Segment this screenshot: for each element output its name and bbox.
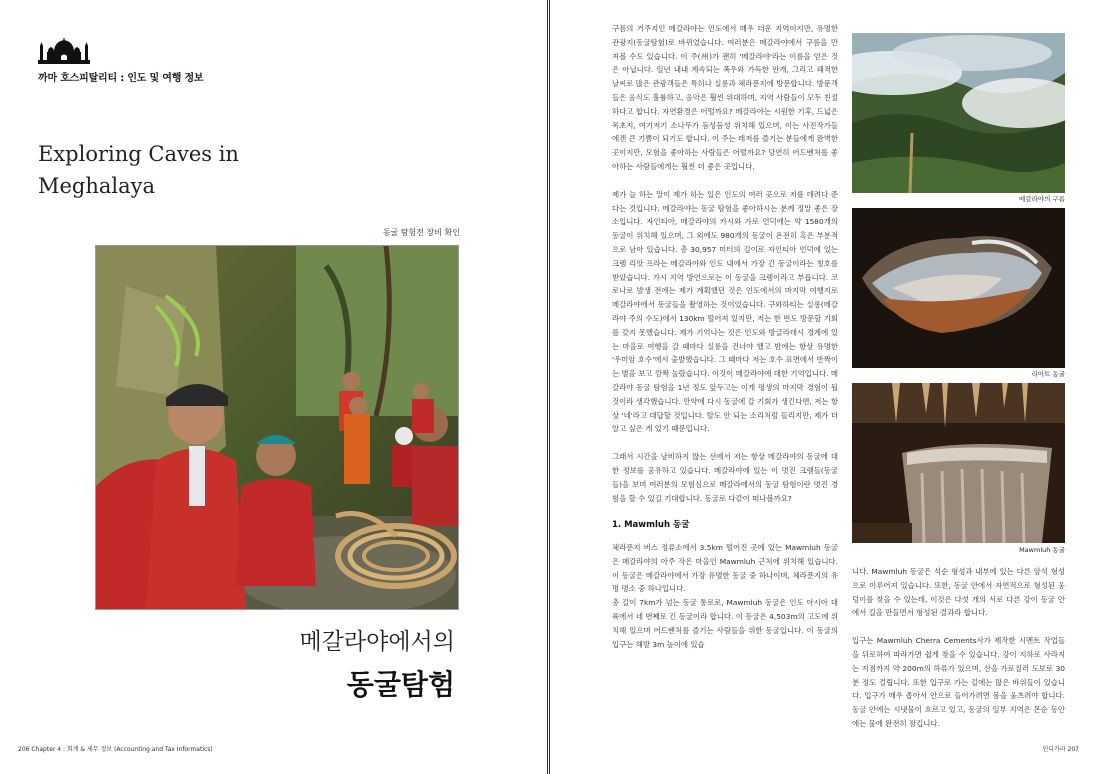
hero-photo-cave-explorers — [95, 245, 459, 610]
paragraph-share-info: 그래서 시간을 낭비하지 않는 선에서 저는 항상 메갈라야의 동굴에 대한 정보를 공유하고 있습니다. 메갈라야에 있는 이 멋진 크렘들(동굴들)을 보며 여러분의 모험심으로 메갈라에서의 동굴 탐험이란 멋진 경험을 할 수 있길 기대합니다. 동굴로 다같이 떠나볼까요? — [612, 452, 838, 503]
paragraph-caves-count: 제가 늘 하는 말이 제가 하는 일은 인도의 여러 곳으로 저를 데려다 준다는 것입니다. 메갈라야는 동굴 탐험을 좋아하시는 분께 정말 좋은 장소입니다. 자인티아, 메갈라야의 카시와 가로 언덕에는 약 1580개의 동굴이 위치해 있으며, 그 외에도 980개의 동굴이 온전히 혹은 부분적으로 남아 있습니다. 총 30,957 미터의 길이로 자인티아 언덕에 있는 크렘 리앗 프라는 메갈라야와 인도 내에서 가장 긴 동굴이라는 칭호를 받았습니다. 가시 지역 방언으로는 이 동굴을 크렘이라고 부릅니다. 코로나로 발생 전에는 제가 계획했던 것은 인도에서의 마지막 여행지로 메갈라야에서 동굴들을 촬영하는 것이었습니다. 구와하티는 실롱(메갈라야 주의 수도)에서 130km 떨어져 있지만, 저는 한 번도 방문할 기회를 갖지 못했습니다. 제가 기억나는 것은 인도와 방글라데시 경계에 있는 마을로 여행을 갈 때마다 실롱을 건너야 했고 밤에는 항상 유명한 '우미암 호수'에서 출발했습니다. 그 때마다 저는 호수 표면에서 반짝이는 별을 보고 깜짝 놀랐습니다. 이것이 메갈라야에 대한 기억입니다. 메갈라야 동굴 탐험을 1년 정도 앞두고는 이게 평생의 마지막 경험이 될 것이라 생각했습니다. 만약에 다시 동굴에 갈 기회가 생긴다면, 저는 항상 '네'라고 대답할 것입니다. 탈도 안 되는 소리처럼 들리지만, 제가 더 알고 싶은 게 있기 때문입니다. — [612, 189, 838, 434]
second-text-column — [852, 565, 1065, 731]
paragraph-intro: 구름의 거주지인 메갈라야는 인도에서 매우 더운 지역이지만, 유명한 관광지(동굴탐험)로 바뀌었습니다. 여러분은 메갈라야에서 구름을 만져볼 수도 있습니다. 이 주(州)가 괜히 '메갈라야'라는 이름을 얻은 것은 아닙니다. 일년 내내 계속되는 폭우와 가득한 안개, 그리고 쾌적한 날씨로 많은 관광객들은 특히나 실롱과 체라푼지에 방문합니다. 방문객들은 음식도 훌륭하고, 음악은 훨씬 위대하며, 지역 사람들이 모두 친절하다고 합니다. 자연환경은 어떨까요? 메갈라야는 시원한 기후, 드넓은 목초지, 여기저기 소나무가 듬성듬성 위치해 있으며, 이는 사진작가들에겐 큰 기쁨이 되기도 합니다. 이 주는 레저를 즐기는 분들에게 완벽한 곳이지만, 모험을 좋아하는 사람들은 어떨까요? 당연히 어드벤처를 좋아하는 사람들에게는 훨씬 더 좋은 곳입니다. — [612, 24, 838, 171]
taj-mahal-logo-icon — [38, 38, 90, 64]
footer-right-page-number: 인디카라 207 — [1042, 746, 1079, 753]
korean-subtitle: 메갈라야에서의 — [299, 629, 455, 655]
main-text-column — [612, 22, 838, 651]
photo-meghalaya-clouds — [852, 33, 1065, 193]
section-heading-mawmluh: 1. Mawmluh 동굴 — [612, 520, 690, 531]
paragraph-mawmluh-formation: 니다. Mawmluh 동굴은 석순 형성과 내부에 있는 다른 암석 형성으로 이루어져 있습니다. 또한, 동굴 안에서 자연적으로 형성된 웅덩이를 찾을 수 있는데, 이것은 다섯 개의 서로 다른 강이 동굴 안에서 길을 만들면서 형성된 결과라 합니다. — [852, 567, 1065, 618]
paragraph-mawmluh-entrance: 입구는 Mawmluh Cherra Cements사가 제작한 시멘트 작업들을 뒤로하여 따라가면 쉽게 찾을 수 있습니다. 강이 지하로 사라지는 지점까지 약 200m의 하류가 있으며, 산을 가로질러 도보로 30분 정도 걸립니다. 또한 입구로 가는 길에는 많은 바위들이 있습니다. 입구가 매우 좁아서 안으로 들어가려면 몸을 움츠려야 합니다. 동굴 안에는 시냇물이 흐르고 있고, 동굴의 일부 지역은 몬순 동안에는 물에 완전히 잠깁니다. — [852, 636, 1065, 728]
photo-cave-interior — [852, 208, 1065, 368]
photo3-caption: Mawmluh 동굴 — [1019, 546, 1065, 554]
photo2-caption: 리아트 동굴 — [1031, 370, 1065, 378]
paragraph-mawmluh-location: 체라푼지 버스 정류소에서 3.5km 떨어진 곳에 있는 Mawmluh 동굴은 메갈라야의 아주 작은 마을인 Mawmluh 근처에 위치해 있습니다. 이 동굴은 메갈라야에서 가장 유명한 동굴 중 하나이며, 체라푼지의 유명 명소 중 하나입니다. — [612, 543, 838, 594]
title-line-1: Exploring Caves in — [38, 142, 239, 166]
page-title-english — [38, 138, 338, 202]
series-kicker: 까마 호스피탈리티 : 인도 및 여행 정보 — [38, 73, 204, 84]
photo1-caption: 메갈라야의 구름 — [1018, 195, 1065, 203]
paragraph-mawmluh-length: 총 길이 7km가 넘는 동굴 통로로, Mawmluh 동굴은 인도 아시아 대륙에서 네 번째로 긴 동굴이라 합니다. 이 동굴은 4,503m의 고도에 위치해 있으며 어드벤처를 즐기는 사람들을 위한 동굴입니다. 이 동굴의 입구는 해발 3m 높이에 있습 — [612, 598, 838, 649]
title-line-2: Meghalaya — [38, 174, 156, 198]
hero-photo-caption: 동굴 탐험전 장비 확인 — [382, 228, 460, 237]
right-page — [549, 0, 1095, 774]
korean-title: 동굴탐험 — [346, 668, 455, 701]
footer-left-page-number: 206 Chapter 4 : 회계 & 세무 정보 (Accounting and Tax Informatics) — [18, 746, 213, 753]
photo-mawmluh-stalactites — [852, 383, 1065, 543]
